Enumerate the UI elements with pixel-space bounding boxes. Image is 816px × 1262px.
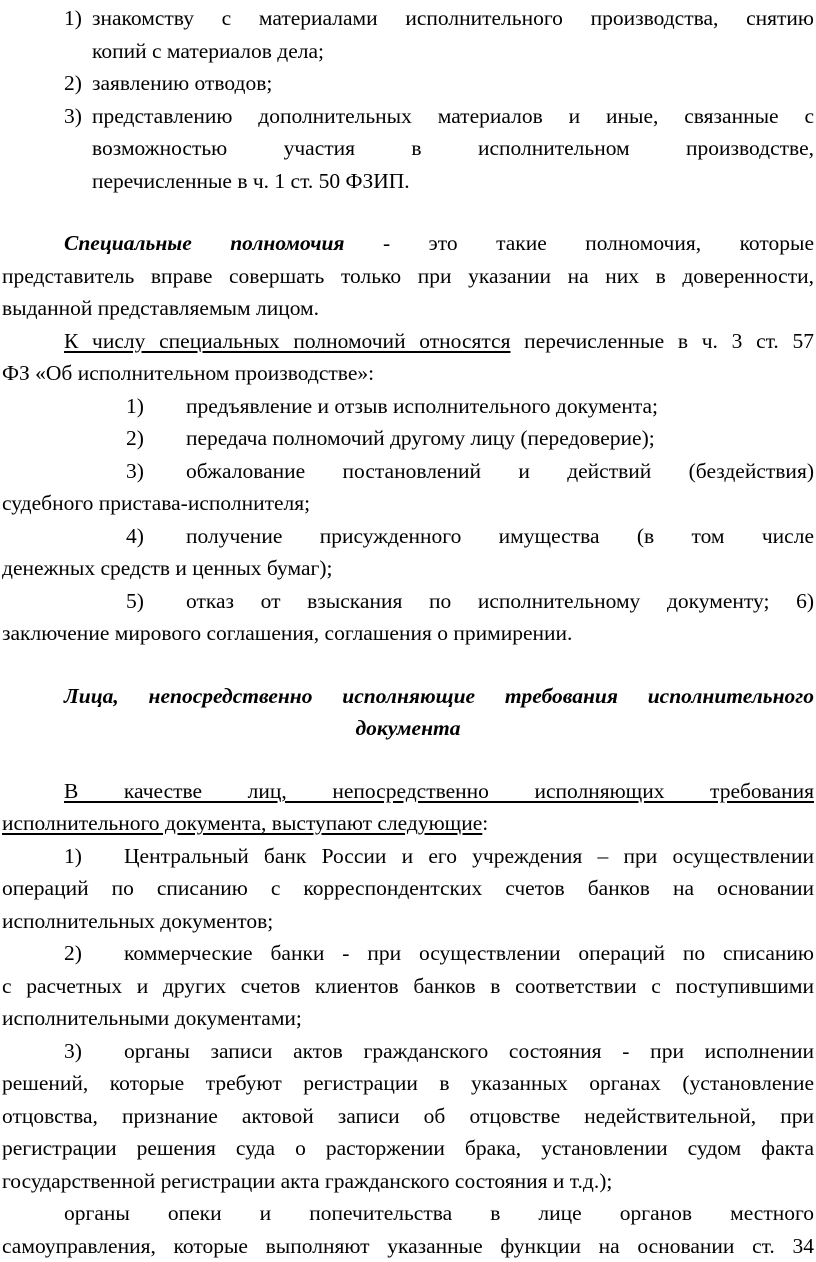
list-text: копий с материалов дела; (92, 35, 814, 68)
list-number: 2) (2, 67, 92, 100)
list-text: представлению дополнительных материалов и иные, связанные с (92, 100, 814, 133)
paragraph-text: органы опеки и попечительства в лице органов местного (2, 1197, 814, 1230)
list-text: перечисленные в ч. 1 ст. 50 ФЗИП. (92, 165, 814, 198)
list-text: исполнительных документов; (2, 905, 814, 938)
list-number: 3) (2, 1035, 124, 1068)
paragraph-text: - это такие полномочия, которые (345, 231, 814, 255)
paragraph-text: ФЗ «Об исполнительном производстве»: (2, 357, 814, 390)
list-text: денежных средств и ценных бумаг); (2, 552, 814, 585)
list-text: коммерческие банки - при осуществлении операций по списанию (124, 937, 814, 970)
list-item (2, 840, 814, 873)
list-text: Центральный банк России и его учреждения – при осуществлении (124, 840, 814, 873)
list-item (2, 390, 814, 423)
list-text: отцовства, признание актовой записи об отцовстве недействительной, при (2, 1100, 814, 1133)
list-number: 5) (2, 585, 186, 618)
list-number: 1) (2, 840, 124, 873)
list-number: 4) (2, 520, 186, 553)
paragraph-text: выданной представляемым лицом. (2, 292, 814, 325)
list-item (2, 67, 814, 100)
list-text: судебного пристава-исполнителя; (2, 487, 814, 520)
list-text: заключение мирового соглашения, соглашения о примирении. (2, 617, 814, 650)
list-text: органы записи актов гражданского состояния - при исполнении (124, 1035, 814, 1068)
list-item (2, 422, 814, 455)
list-number: 2) (2, 422, 186, 455)
list-text: предъявление и отзыв исполнительного документа; (186, 390, 814, 423)
list-number: 3) (2, 455, 186, 488)
list-text: знакомству с материалами исполнительного производства, снятию (92, 2, 814, 35)
paragraph-text: представитель вправе совершать только при указании на них в доверенности, (2, 260, 814, 293)
top-list (2, 2, 814, 197)
list-text: решений, которые требуют регистрации в указанных органах (установление (2, 1067, 814, 1100)
heading-line: Лица, непосредственно исполняющие требования исполнительного (2, 680, 814, 713)
list-number: 1) (2, 2, 92, 35)
list-number: 3) (2, 100, 92, 133)
list-item (2, 585, 814, 618)
paragraph-text: самоуправления, которые выполняют указанные функции на основании ст. 34 (2, 1230, 814, 1262)
list-number: 2) (2, 937, 124, 970)
list-item (2, 100, 814, 133)
persons-list (2, 840, 814, 1198)
special-powers-term: Специальные полномочия (64, 231, 345, 255)
list-text: возможностью участия в исполнительном производстве, (92, 132, 814, 165)
list-item (2, 520, 814, 553)
list-text: с расчетных и других счетов клиентов банков в соответствии с поступившими (2, 970, 814, 1003)
special-list-intro (2, 325, 814, 390)
list-text: операций по списанию с корреспондентских счетов банков на основании (2, 872, 814, 905)
paragraph-text: перечисленные в ч. 3 ст. 57 (510, 329, 814, 353)
special-powers-paragraph (2, 227, 814, 325)
list-text: исполнительными документами; (2, 1002, 814, 1035)
persons-intro (2, 775, 814, 840)
list-text: обжалование постановлений и действий (бездействия) (186, 455, 814, 488)
underlined-text: В качестве лиц, непосредственно исполняющих требования (2, 775, 814, 808)
list-item-cont (2, 165, 814, 198)
list-text: отказ от взыскания по исполнительному документу; 6) (186, 585, 814, 618)
heading-line: документа (2, 712, 814, 745)
list-number: 1) (2, 390, 186, 423)
list-item (2, 2, 814, 35)
list-item (2, 455, 814, 488)
list-text: получение присужденного имущества (в том числе (186, 520, 814, 553)
paragraph-text: : (482, 811, 488, 835)
list-item-cont (2, 132, 814, 165)
list-item (2, 937, 814, 970)
last-paragraph (2, 1197, 814, 1262)
list-text: передача полномочий другому лицу (передоверие); (186, 422, 814, 455)
list-text: государственной регистрации акта гражданского состояния и т.д.); (2, 1165, 814, 1198)
underlined-text: исполнительного документа, выступают следующие (2, 811, 482, 835)
list-text: заявлению отводов; (92, 67, 814, 100)
list-item (2, 1035, 814, 1068)
list-item-cont (2, 35, 814, 68)
special-list (2, 390, 814, 650)
section-heading (2, 680, 814, 745)
list-text: регистрации решения суда о расторжении брака, установлении судом факта (2, 1132, 814, 1165)
underlined-text: К числу специальных полномочий относятся (64, 329, 510, 353)
